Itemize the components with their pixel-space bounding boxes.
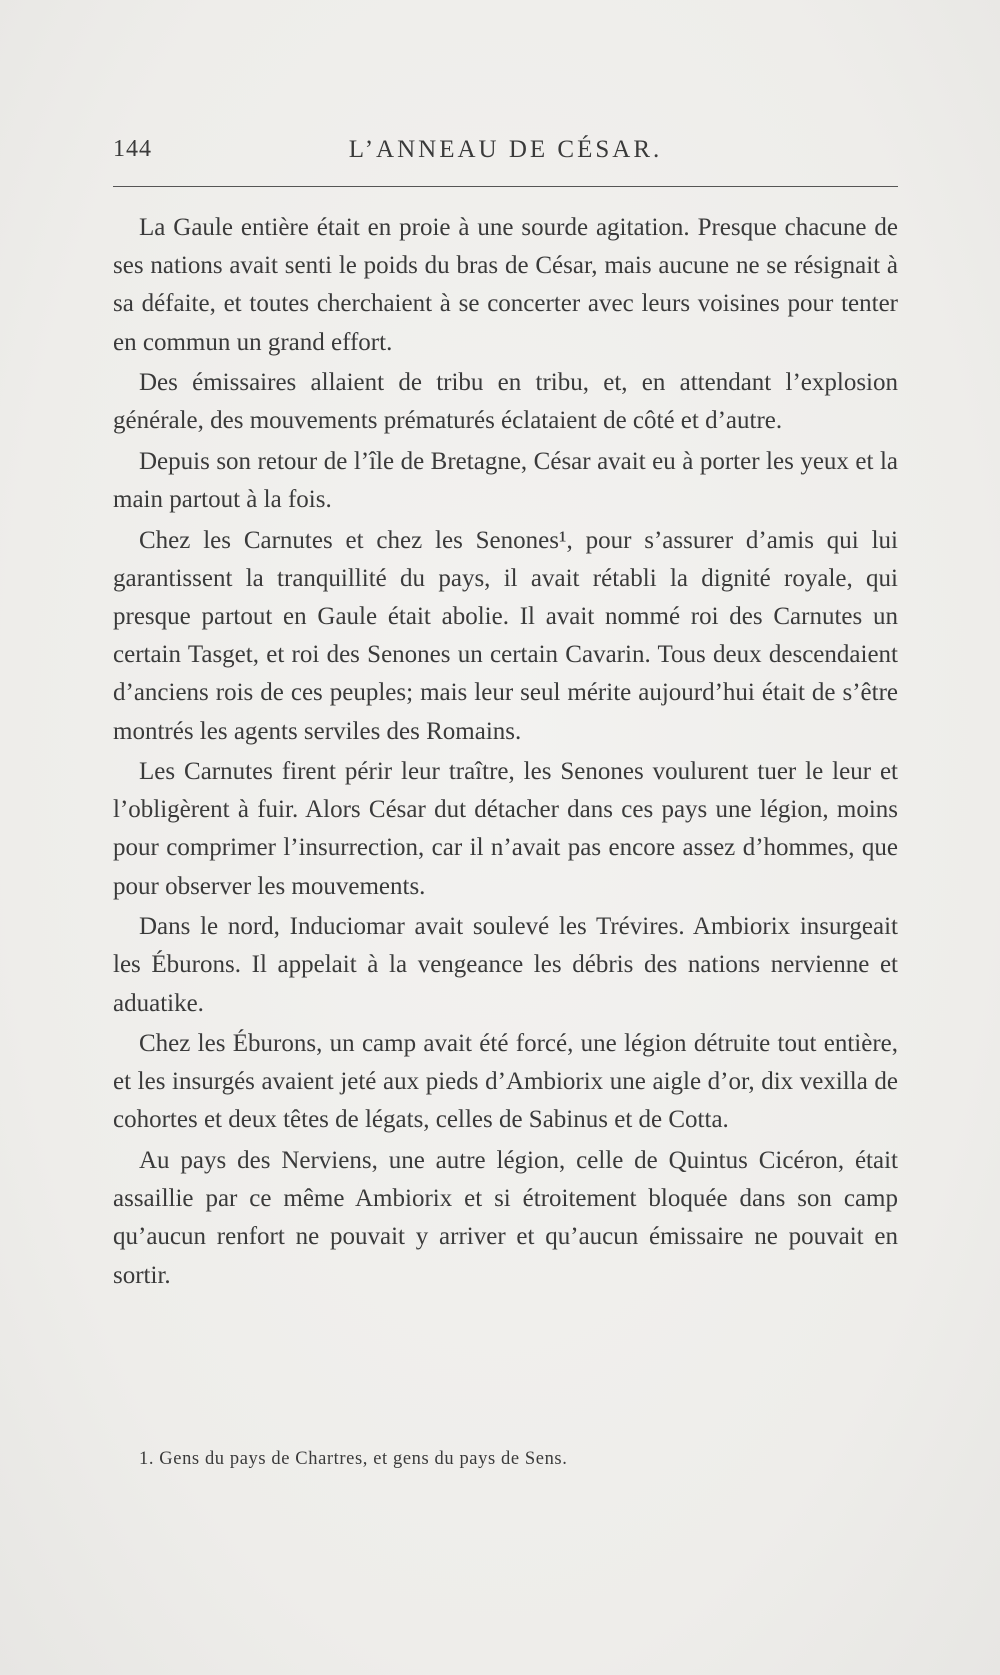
paragraph: Les Carnutes firent périr leur traître, les Senones voulurent tuer le leur et l’obligèrent à fuir. Alors César dut détacher dans ces pays une légion, moins pour comprimer l’insurrection, car il n’avait pas encore assez d’hommes, que pour observer les mouvements. [113, 758, 898, 900]
paragraph: Au pays des Nerviens, une autre légion, celle de Quintus Cicéron, était assaillie par ce même Ambiorix et si étroitement bloquée dans son camp qu’aucun renfort ne pouvait y arriver et qu’aucun émissaire ne pouvait en sortir. [113, 1146, 898, 1289]
page-header [113, 136, 898, 170]
header-rule [113, 186, 898, 187]
page-number: 144 [113, 136, 152, 162]
paragraph: Chez les Éburons, un camp avait été forcé, une légion détruite tout entière, et les insurgés avaient jeté aux pieds d’Ambiorix une aigle d’or, dix vexilla de cohortes et deux têtes de légats, celles de Sabinus et de Cotta. [113, 1030, 898, 1134]
paragraph: La Gaule entière était en proie à une sourde agitation. Presque chacune de ses nations avait senti le poids du bras de César, mais aucune ne se résignait à sa défaite, et toutes cherchaient à se concerter avec leurs voisines pour tenter en commun un grand effort. [113, 214, 898, 356]
body-text [113, 209, 898, 1297]
paragraph: Depuis son retour de l’île de Bretagne, César avait eu à porter les yeux et la main partout à la fois. [113, 447, 898, 514]
paragraph: Chez les Carnutes et chez les Senones¹, pour s’assurer d’amis qui lui garantissent la tranquillité du pays, il avait rétabli la dignité royale, qui presque partout en Gaule était abolie. Il avait nommé roi des Carnutes un certain Tasget, et roi des Senones un certain Cavarin. Tous deux descendaient d’anciens rois de ces peuples; mais leur seul mérite aujourd’hui était de s’être montrés les agents serviles des Romains. [113, 526, 898, 745]
running-head: L’ANNEAU DE CÉSAR. [348, 136, 663, 163]
paragraph: Dans le nord, Induciomar avait soulevé les Trévires. Ambiorix insurgeait les Éburons. Il appelait à la vengeance les débris des nations nervienne et aduatike. [113, 913, 898, 1017]
paragraph: Des émissaires allaient de tribu en tribu, et, en attendant l’explosion générale, des mouvements prématurés éclataient de côté et d’autre. [113, 369, 898, 435]
footnote: 1. Gens du pays de Chartres, et gens du pays de Sens. [139, 1449, 568, 1469]
